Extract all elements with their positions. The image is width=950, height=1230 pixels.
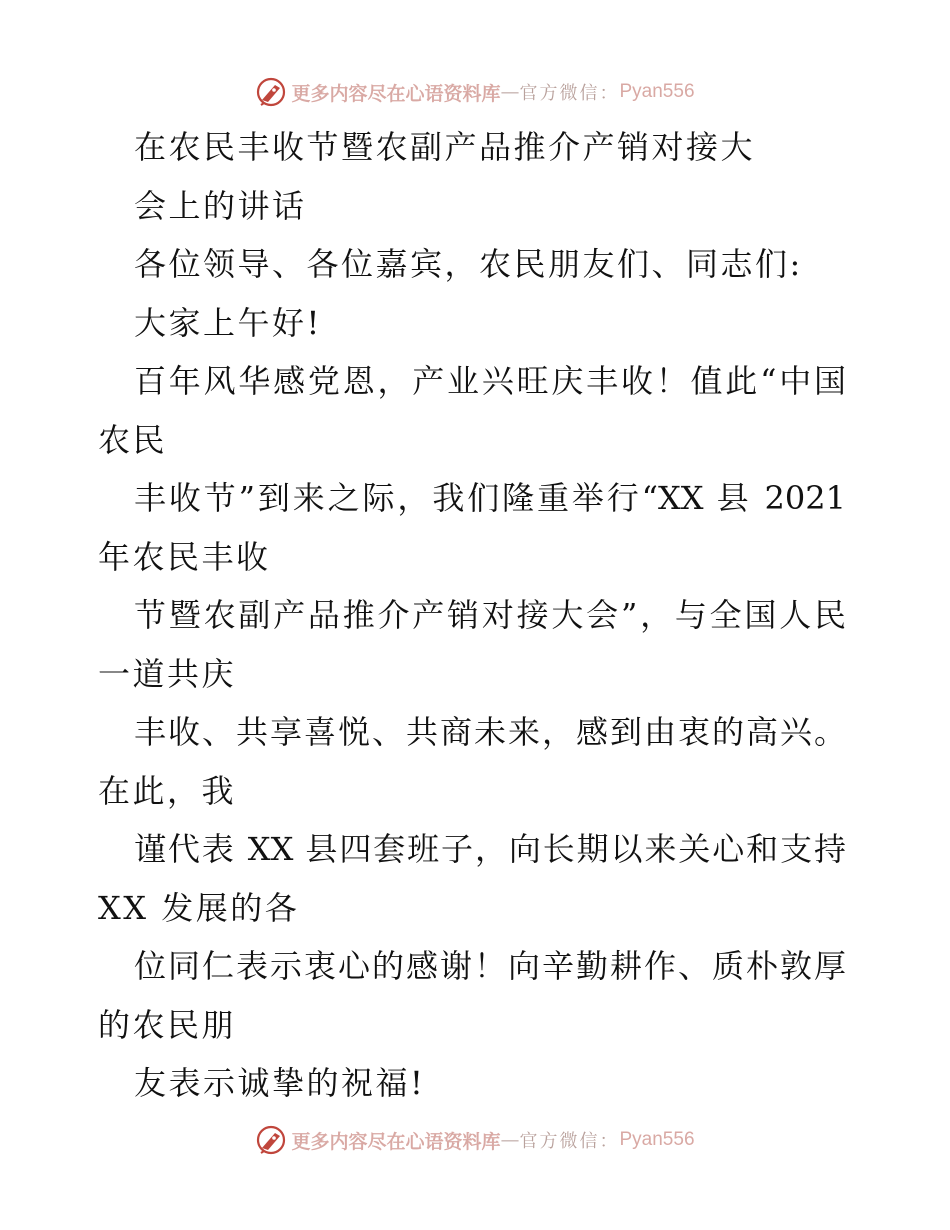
paragraph-line: 一道共庆 [98,654,237,693]
paragraph-line: XX 发展的各 [98,888,300,927]
banner-dash: — [500,1129,520,1151]
paragraph-line: 节暨农副产品推介产销对接大会”，与全国人民 [134,596,846,634]
banner-wechat-id: Pyan556 [619,81,695,102]
paragraph-line: 友表示诚挚的祝福! [134,1064,426,1102]
document-body [98,118,858,1113]
paragraph-line: 谨代表 XX 县四套班子，向长期以来关心和支持 [134,830,846,868]
paragraph-line: 丰收节”到来之际，我们隆重举行“XX 县 2021 [134,479,846,517]
paragraph-line: 的农民朋 [98,1005,237,1044]
banner-wechat-label: 官方微信： [519,83,620,104]
paragraph-line: 丰收、共享喜悦、共商未来，感到由衷的高兴。 [134,713,846,751]
banner-main-text: 更多内容尽在心语资料库 [291,82,501,105]
banner-main-text: 更多内容尽在心语资料库 [291,1130,501,1153]
title-line-2: 会上的讲话 [134,186,307,225]
pen-nib-logo-icon [255,1124,287,1156]
paragraph-line: 位同仁表示衷心的感谢！向辛勤耕作、质朴敦厚 [134,947,846,985]
banner-wechat-id: Pyan556 [619,1129,695,1150]
paragraph-line: 年农民丰收 [98,537,271,576]
salutation: 各位领导、各位嘉宾，农民朋友们、同志们: [134,245,803,283]
header-banner [0,72,950,112]
pen-nib-logo-icon [255,76,287,108]
banner-wechat-label: 官方微信： [519,1131,620,1152]
paragraph-line: 农民 [98,420,168,459]
title-line-1: 在农民丰收节暨农副产品推介产销对接大 [134,128,756,166]
paragraph-line: 在此，我 [98,771,237,810]
banner-dash: — [500,81,520,103]
footer-banner [0,1120,950,1160]
paragraph-line: 百年风华感党恩，产业兴旺庆丰收！值此“中国 [134,362,846,400]
greeting: 大家上午好! [134,303,322,342]
